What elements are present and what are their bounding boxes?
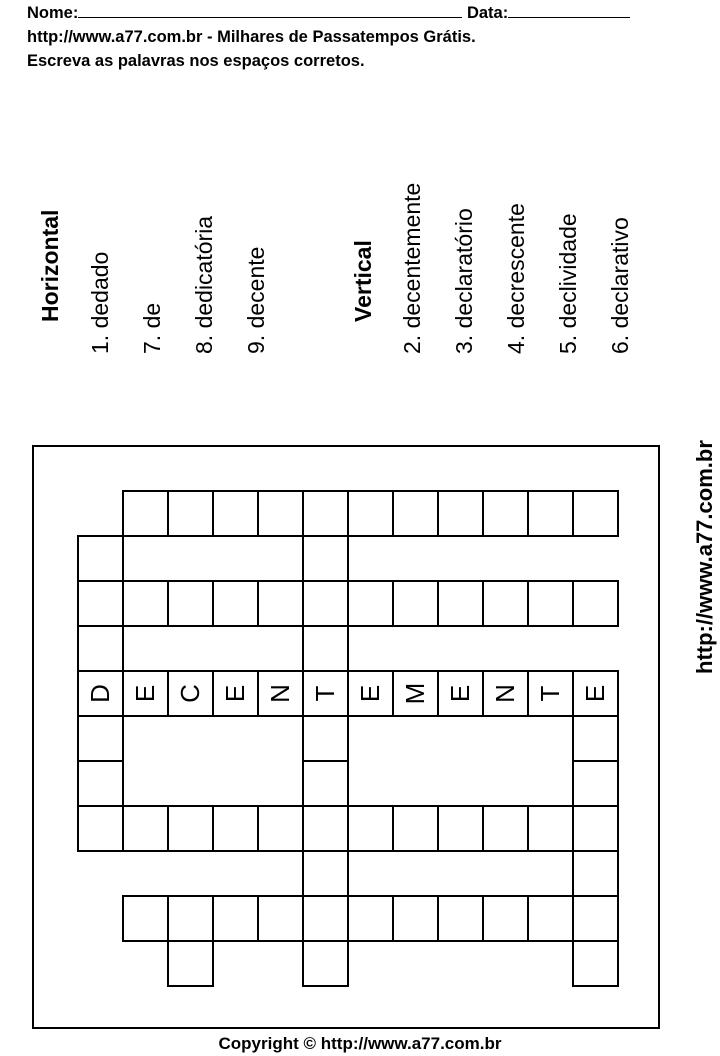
- grid-cell[interactable]: [482, 670, 527, 715]
- grid-cell[interactable]: [572, 850, 617, 895]
- grid-cell[interactable]: [302, 850, 347, 895]
- horizontal-clue: 7. de: [139, 302, 165, 354]
- vertical-clue: 5. declividade: [555, 213, 581, 354]
- grid-cell[interactable]: [302, 805, 347, 850]
- date-field[interactable]: [508, 3, 630, 18]
- grid-cell[interactable]: [392, 895, 437, 940]
- grid-cell[interactable]: [482, 490, 527, 535]
- copyright: Copyright © http://www.a77.com.br: [218, 1034, 502, 1053]
- grid-letter: N: [265, 684, 295, 703]
- grid-cell[interactable]: [77, 535, 122, 580]
- side-url: http://www.a77.com.br: [692, 440, 717, 674]
- grid-letter: C: [175, 684, 205, 703]
- grid-cell[interactable]: [122, 670, 167, 715]
- grid-letter: M: [400, 682, 430, 705]
- horizontal-clue: 1. dedado: [87, 251, 113, 354]
- grid-letter: N: [490, 684, 520, 703]
- grid-cell[interactable]: [482, 805, 527, 850]
- grid-cell[interactable]: [77, 625, 122, 670]
- grid-cell[interactable]: [572, 760, 617, 805]
- grid-cell[interactable]: [302, 580, 347, 625]
- grid-cell[interactable]: [572, 715, 617, 760]
- grid-letter: E: [445, 684, 475, 703]
- grid-cell[interactable]: [77, 715, 122, 760]
- grid-cell[interactable]: [527, 895, 572, 940]
- grid-cell[interactable]: [212, 805, 257, 850]
- grid-cell[interactable]: [392, 490, 437, 535]
- site-line: http://www.a77.com.br - Milhares de Passatempos Grátis.: [27, 28, 476, 46]
- grid-cell[interactable]: [122, 895, 167, 940]
- grid-cell[interactable]: [437, 895, 482, 940]
- grid-cell[interactable]: [347, 670, 392, 715]
- grid-cell[interactable]: [77, 580, 122, 625]
- instruction-line: Escreva as palavras nos espaços corretos.: [27, 52, 365, 70]
- grid-cell[interactable]: [167, 670, 212, 715]
- grid-cell[interactable]: [347, 805, 392, 850]
- grid-cell[interactable]: [257, 670, 302, 715]
- grid-cell[interactable]: [302, 670, 347, 715]
- header-name-line: [27, 3, 630, 23]
- grid-cell[interactable]: [122, 580, 167, 625]
- horizontal-clue: 9. decente: [243, 246, 269, 354]
- grid-letter: E: [130, 684, 160, 703]
- grid-cell[interactable]: [257, 805, 302, 850]
- grid-cell[interactable]: [302, 895, 347, 940]
- grid-cell[interactable]: [437, 805, 482, 850]
- grid-cell[interactable]: [527, 670, 572, 715]
- grid-cell[interactable]: [212, 670, 257, 715]
- grid-letter: T: [310, 685, 340, 702]
- grid-cell[interactable]: [122, 490, 167, 535]
- grid-cell[interactable]: [212, 490, 257, 535]
- grid-cell[interactable]: [77, 760, 122, 805]
- grid-cell[interactable]: [572, 580, 617, 625]
- grid-cell[interactable]: [302, 940, 347, 985]
- grid-cell[interactable]: [392, 580, 437, 625]
- grid-cell[interactable]: [167, 940, 212, 985]
- grid-cell[interactable]: [572, 940, 617, 985]
- name-field[interactable]: [78, 3, 462, 18]
- grid-cell[interactable]: [212, 580, 257, 625]
- grid-cell[interactable]: [167, 580, 212, 625]
- grid-cell[interactable]: [212, 895, 257, 940]
- horizontal-clue: 8. dedicatória: [191, 215, 217, 354]
- grid-cell[interactable]: [122, 805, 167, 850]
- grid-letter: D: [85, 684, 115, 703]
- grid-cell[interactable]: [572, 670, 617, 715]
- grid-cell[interactable]: [482, 580, 527, 625]
- grid-cell[interactable]: [482, 895, 527, 940]
- grid-cell[interactable]: [302, 715, 347, 760]
- vertical-clue: 2. decentemente: [399, 182, 425, 354]
- grid-cell[interactable]: [392, 670, 437, 715]
- grid-cell[interactable]: [347, 490, 392, 535]
- grid-cell[interactable]: [392, 805, 437, 850]
- grid-letter: E: [580, 684, 610, 703]
- grid-letter: E: [220, 684, 250, 703]
- grid-cell[interactable]: [77, 805, 122, 850]
- grid-cell[interactable]: [302, 760, 347, 805]
- grid-cell[interactable]: [437, 670, 482, 715]
- grid-cell[interactable]: [167, 895, 212, 940]
- vertical-title: Vertical: [350, 240, 376, 322]
- grid-cell[interactable]: [572, 805, 617, 850]
- horizontal-title: Horizontal: [37, 209, 63, 322]
- grid-cell[interactable]: [437, 490, 482, 535]
- grid-cell[interactable]: [527, 490, 572, 535]
- vertical-clue: 6. declarativo: [607, 217, 633, 354]
- grid-cell[interactable]: [302, 625, 347, 670]
- grid-letter: E: [355, 684, 385, 703]
- grid-cell[interactable]: [527, 805, 572, 850]
- grid-cell[interactable]: [167, 805, 212, 850]
- grid-cell[interactable]: [572, 895, 617, 940]
- grid-cell[interactable]: [437, 580, 482, 625]
- grid-cell[interactable]: [77, 670, 122, 715]
- grid-cell[interactable]: [167, 490, 212, 535]
- vertical-clue: 4. decrescente: [503, 203, 529, 354]
- name-label: Nome:: [27, 4, 79, 22]
- grid-cell[interactable]: [302, 490, 347, 535]
- grid-cell[interactable]: [257, 580, 302, 625]
- grid-cell[interactable]: [347, 580, 392, 625]
- grid-cell[interactable]: [347, 895, 392, 940]
- grid-letter: T: [535, 685, 565, 702]
- grid-cell[interactable]: [527, 580, 572, 625]
- grid-cell[interactable]: [257, 490, 302, 535]
- grid-cell[interactable]: [302, 535, 347, 580]
- date-label: Data:: [466, 4, 509, 22]
- grid-cell[interactable]: [257, 895, 302, 940]
- grid-cell[interactable]: [572, 490, 617, 535]
- vertical-clue: 3. declaratório: [451, 208, 477, 354]
